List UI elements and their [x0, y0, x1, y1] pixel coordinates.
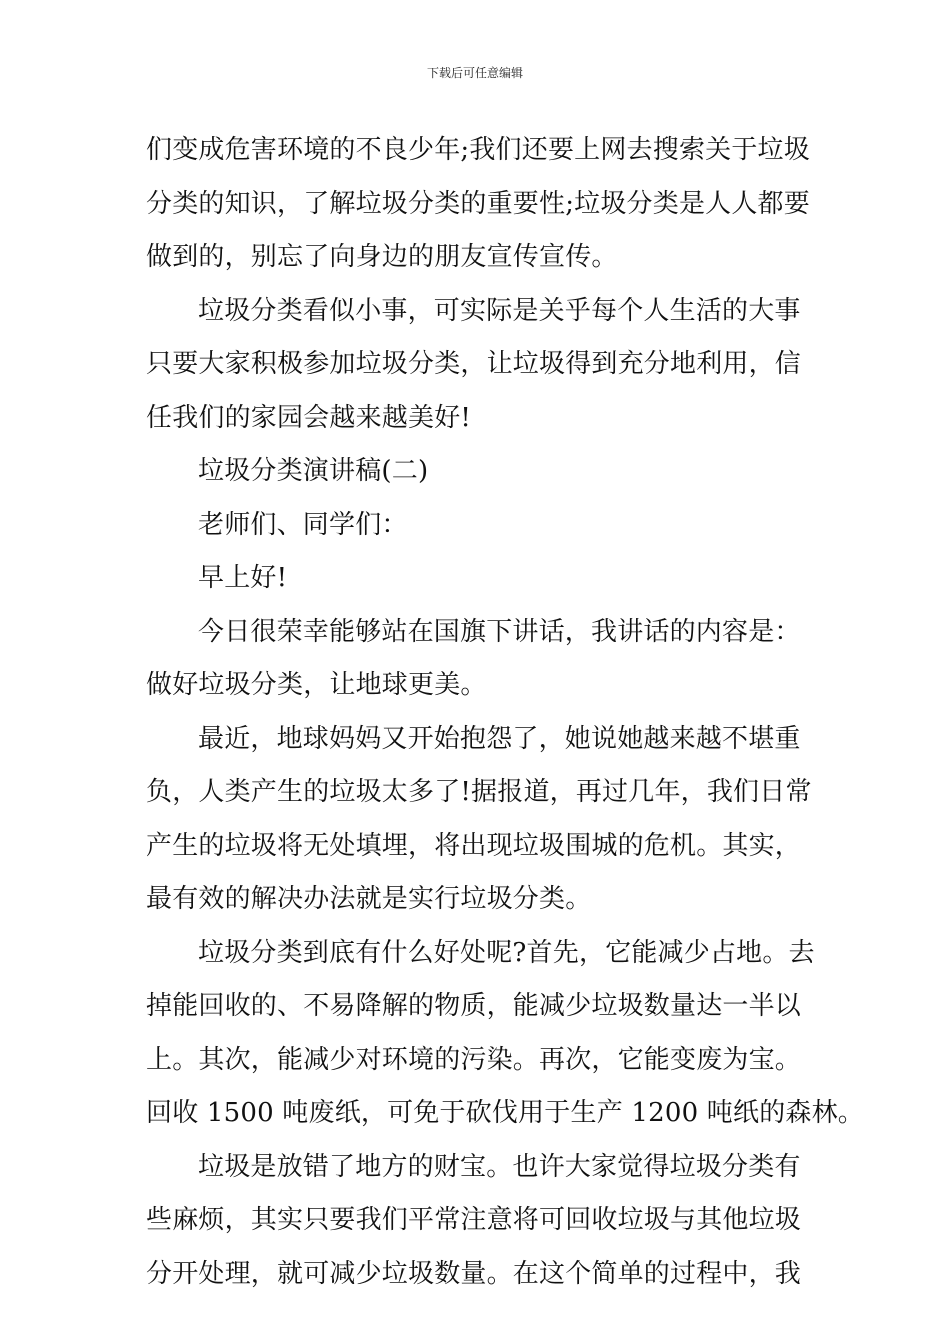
text-line: 垃圾是放错了地方的财宝。也许大家觉得垃圾分类有 — [198, 1151, 801, 1182]
section-title — [146, 445, 806, 499]
paragraph-8 — [146, 927, 864, 1141]
text-line: 上。其次，能减少对环境的污染。再次，它能变废为宝。 — [146, 1044, 802, 1075]
text-line: 负，人类产生的垃圾太多了!据报道，再过几年，我们日常 — [146, 777, 812, 807]
text-line: 们变成危害环境的不良少年;我们还要上网去搜索关于垃圾 — [146, 135, 810, 165]
text-line: 做好垃圾分类，让地球更美。 — [146, 670, 487, 700]
text-line: 分类的知识，了解垃圾分类的重要性;垃圾分类是人人都要 — [146, 188, 810, 219]
text-line: 垃圾分类到底有什么好处呢?首先，它能减少占地。去 — [198, 937, 815, 968]
text-line: 产生的垃圾将无处填埋，将出现垃圾围城的危机。其实， — [146, 830, 802, 861]
text-line: 做到的，别忘了向身边的朋友宣传宣传。 — [146, 242, 618, 272]
salutation — [146, 499, 806, 553]
greeting — [146, 552, 806, 606]
document-body — [146, 124, 864, 1301]
text-line: 垃圾分类演讲稿(二) — [198, 456, 429, 486]
text-line: 老师们、同学们： — [198, 509, 408, 540]
text-line: 最有效的解决办法就是实行垃圾分类。 — [146, 884, 592, 914]
paragraph-9 — [146, 1141, 806, 1302]
text-line: 掉能回收的、不易降解的物质，能减少垃圾数量达一半以 — [146, 991, 802, 1021]
paragraph-7 — [146, 713, 812, 927]
text-line: 早上好! — [198, 563, 288, 593]
text-line: 分开处理，就可减少垃圾数量。在这个简单的过程中，我 — [146, 1258, 802, 1289]
text-line: 些麻烦，其实只要我们平常注意将可回收垃圾与其他垃圾 — [146, 1205, 802, 1235]
text-line: 回收 1500 吨废纸，可免于砍伐用于生产 1200 吨纸的森林。 — [146, 1098, 864, 1128]
paragraph-6 — [146, 606, 806, 713]
text-line: 最近，地球妈妈又开始抱怨了，她说她越来越不堪重 — [198, 723, 801, 754]
paragraph-1 — [146, 124, 810, 285]
text-line: 垃圾分类看似小事，可实际是关乎每个人生活的大事 — [198, 295, 801, 326]
page-header-note: 下载后可任意编辑 — [426, 66, 523, 80]
text-line: 今日很荣幸能够站在国旗下讲话，我讲话的内容是： — [198, 616, 801, 647]
paragraph-2 — [146, 285, 806, 446]
text-line: 任我们的家园会越来越美好! — [146, 402, 472, 433]
text-line: 只要大家积极参加垃圾分类，让垃圾得到充分地利用，信 — [146, 349, 802, 379]
